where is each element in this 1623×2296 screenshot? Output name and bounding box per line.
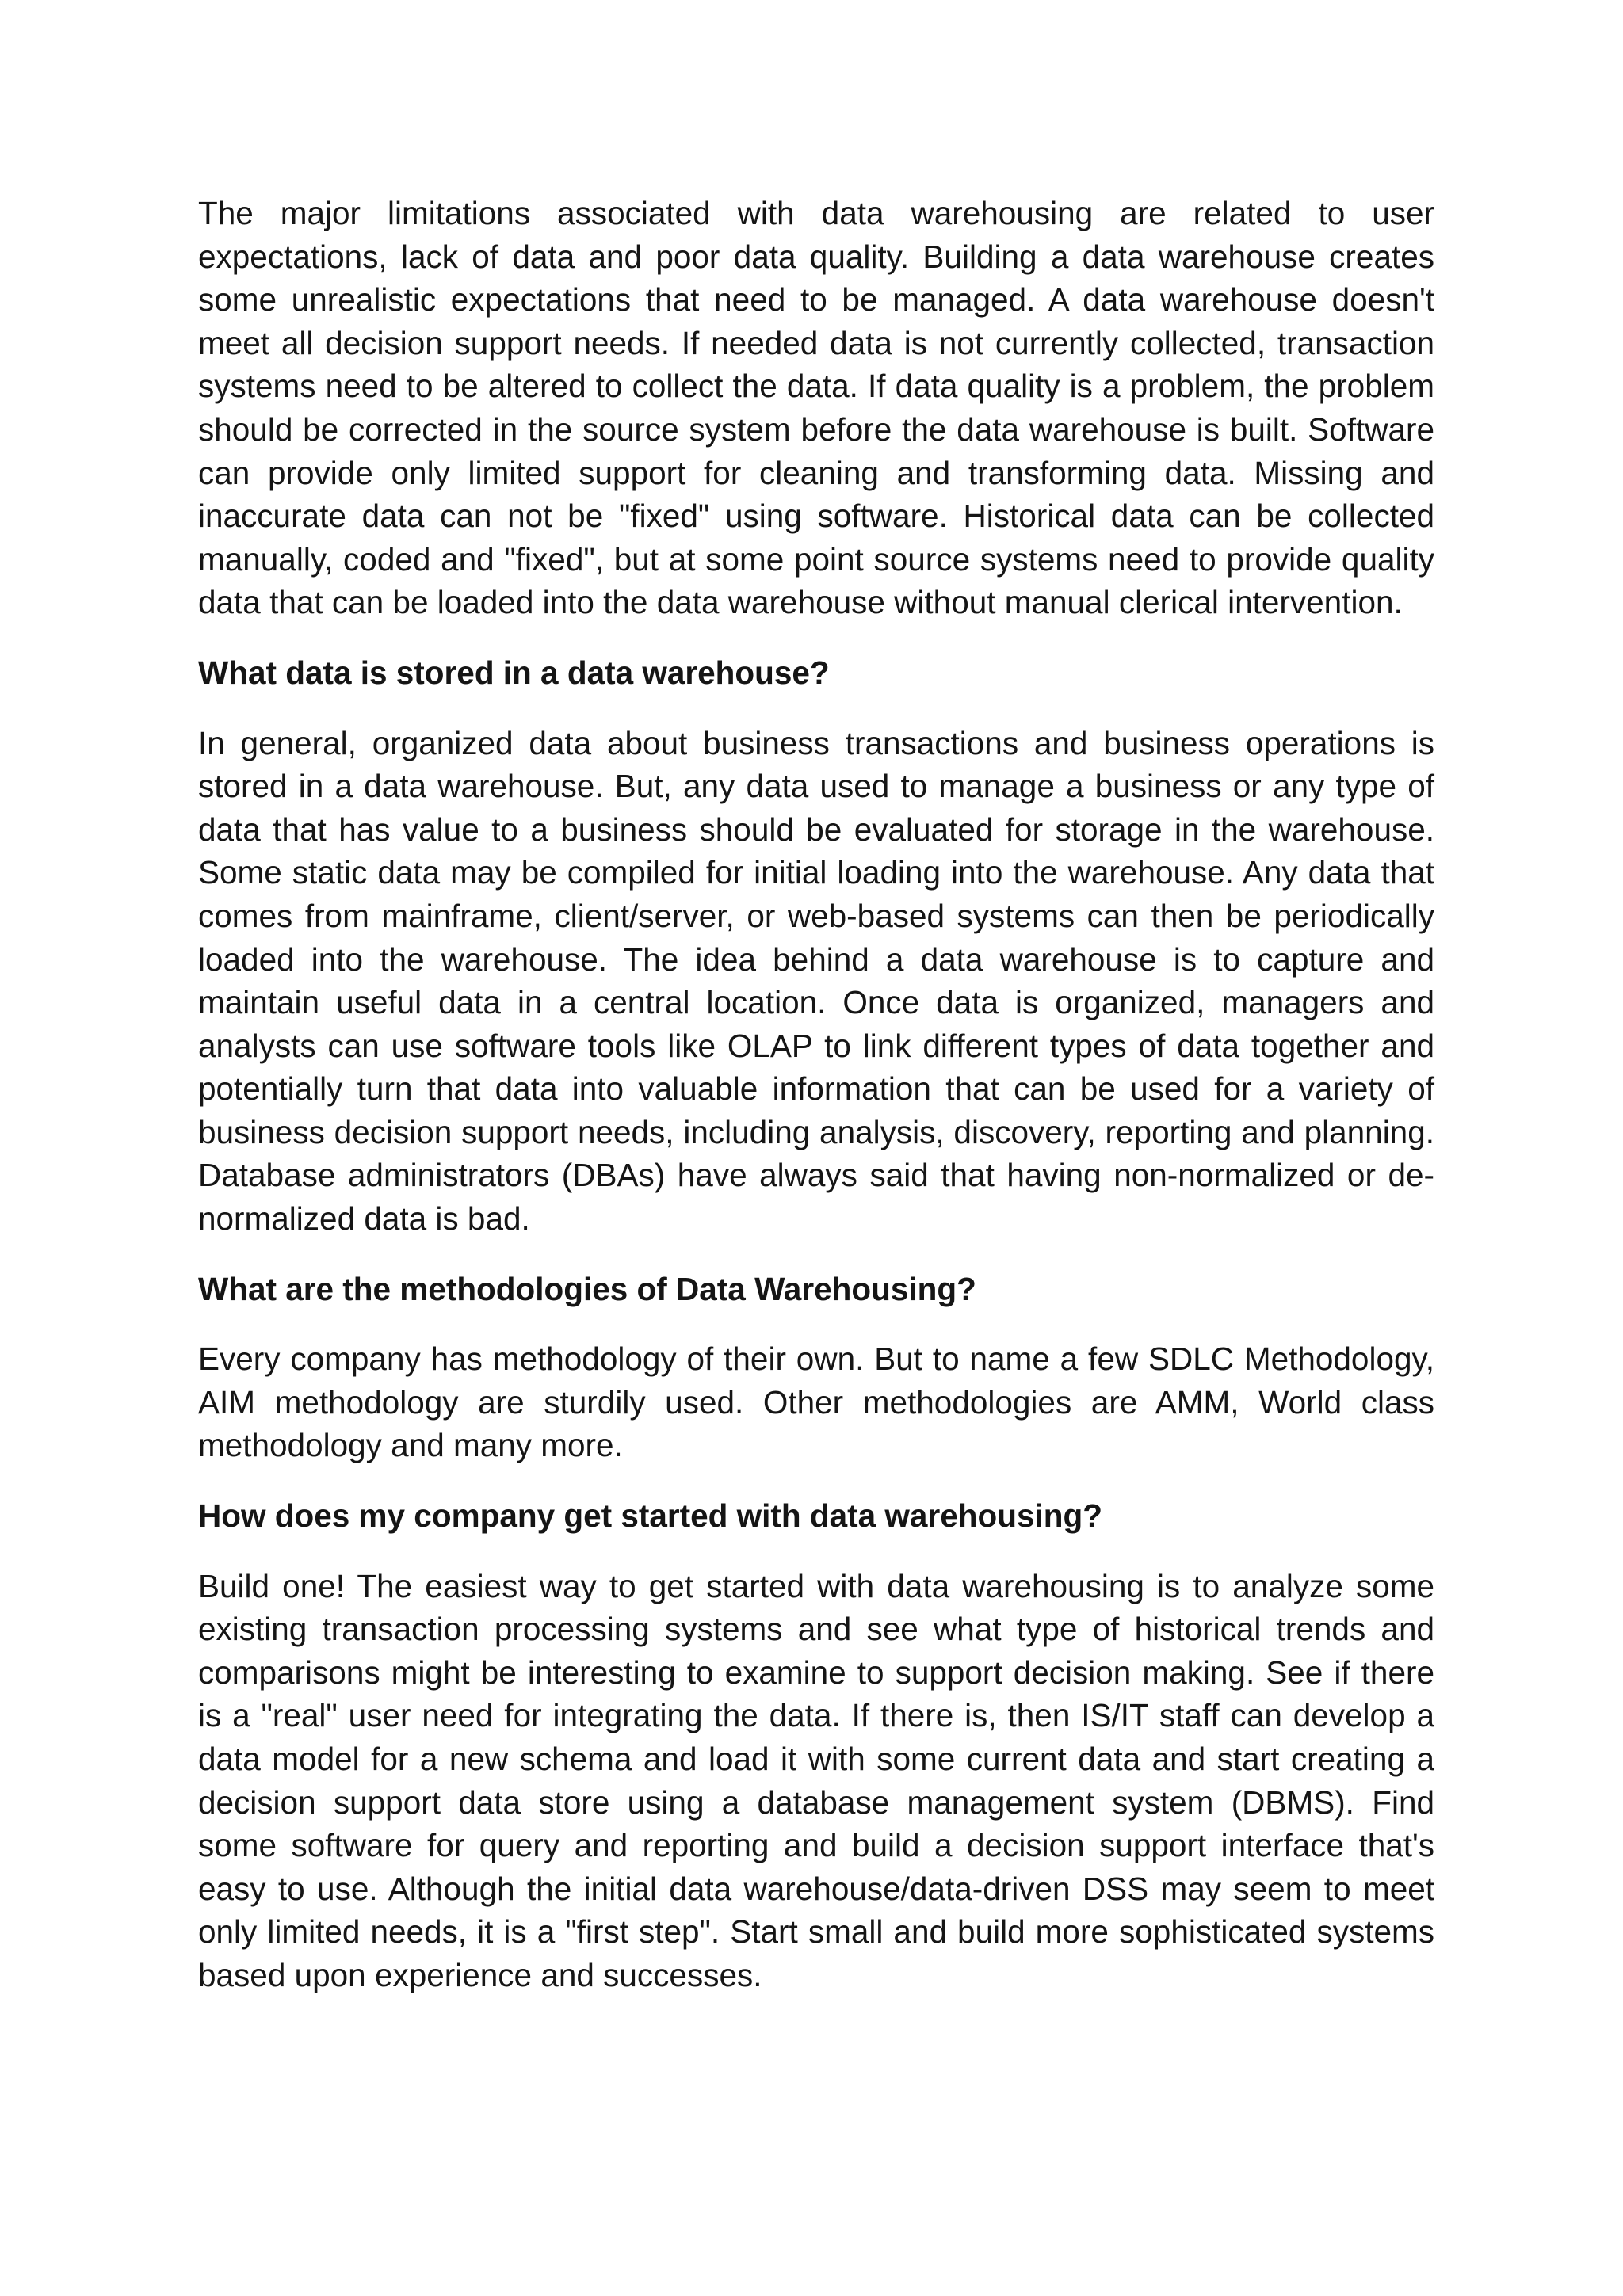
- heading-getting-started: How does my company get started with data warehousing?: [198, 1497, 1102, 1535]
- document-page: [198, 192, 1434, 2024]
- paragraph-data-warehousing-limitations: The major limitations associated with data warehousing are related to user expectations, lack of data and poor data quality. Building a data warehouse creates some unrealistic expectations that need to be managed. A data warehouse doesn't meet all decision support needs. If needed data is not currently collected, transaction systems need to be altered to collect the data. If data quality is a problem, the problem should be corrected in the source system before the data warehouse is built. Software can provide only limited support for cleaning and transforming data. Missing and inaccurate data can not be "fixed" using software. Historical data can be collected manually, coded and "fixed", but at some point source systems need to provide quality data that can be loaded into the data warehouse without manual clerical intervention.: [198, 195, 1434, 621]
- heading-what-data-is-stored: What data is stored in a data warehouse?: [198, 654, 830, 691]
- paragraph-getting-started: Build one! The easiest way to get started with data warehousing is to analyze some existing transaction processing systems and see what type of historical trends and comparisons might be interesting to examine to support decision making. See if there is a "real" user need for integrating the data. If there is, then IS/IT staff can develop a data model for a new schema and load it with some current data and start creating a decision support data store using a database management system (DBMS). Find some software for query and reporting and build a decision support interface that's easy to use. Although the initial data warehouse/data-driven DSS may seem to meet only limited needs, it is a "first step". Start small and build more sophisticated systems based upon experience and successes.: [198, 1567, 1434, 1993]
- paragraph-data-stored: In general, organized data about business transactions and business operations is stored in a data warehouse. But, any data used to manage a business or any type of data that has value to a business should be evaluated for storage in the warehouse. Some static data may be compiled for initial loading into the warehouse. Any data that comes from mainframe, client/server, or web-based systems can then be periodically loaded into the warehouse. The idea behind a data warehouse is to capture and maintain useful data in a central location. Once data is organized, managers and analysts can use software tools like OLAP to link different types of data together and potentially turn that data into valuable information that can be used for a variety of business decision support needs, including analysis, discovery, reporting and planning. Database administrators (DBAs) have always said that having non-normalized or de-normalized data is bad.: [198, 724, 1434, 1238]
- heading-methodologies: What are the methodologies of Data Warehousing?: [198, 1270, 976, 1307]
- paragraph-methodologies: Every company has methodology of their own. But to name a few SDLC Methodology, AIM methodology are sturdily used. Other methodologies are AMM, World class methodology and many more.: [198, 1341, 1434, 1464]
